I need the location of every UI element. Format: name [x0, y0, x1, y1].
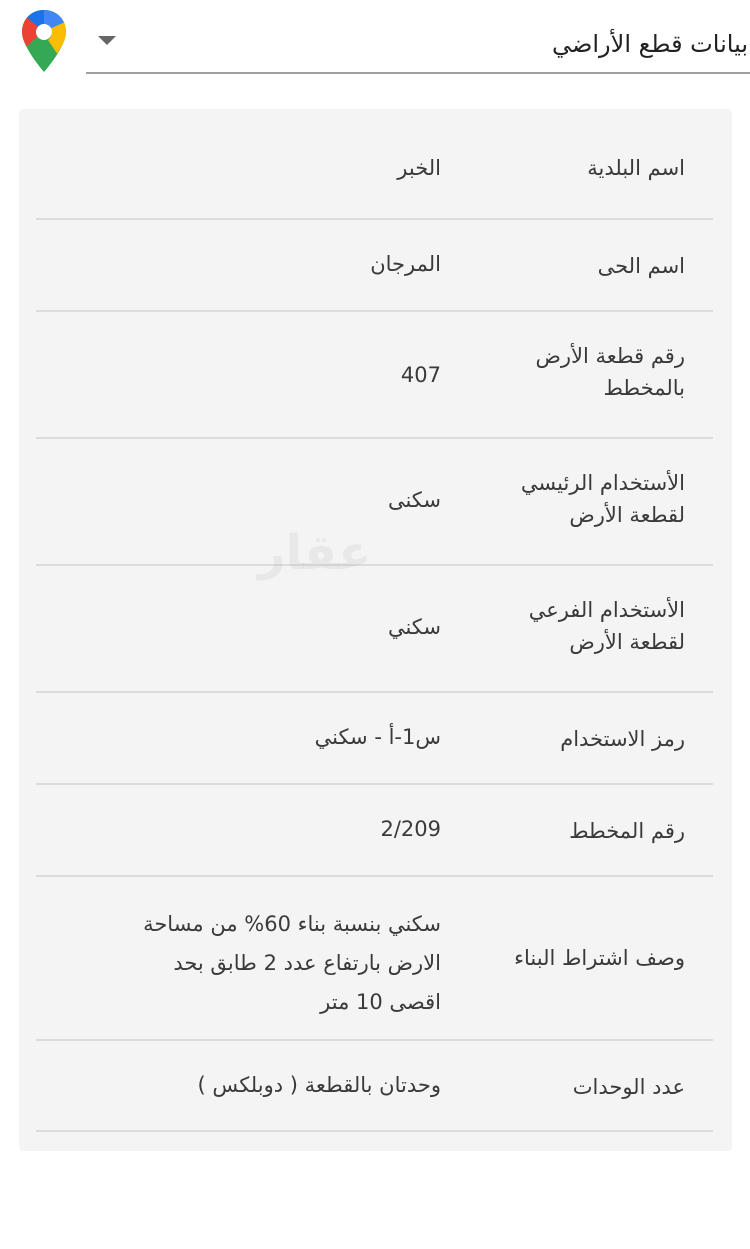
use-code-value: س1-أ - سكني [314, 725, 441, 749]
layer-select-dropdown[interactable] [86, 22, 750, 74]
info-row-main-use [36, 439, 713, 566]
building-requirements-label: وصف اشتراط البناء [514, 946, 685, 970]
municipality-value: الخبر [397, 156, 441, 180]
info-row-municipality [36, 109, 713, 220]
main-use-value: سكنى [387, 488, 441, 512]
parcel-number-label: رقم قطعة الأرض بالمخطط [535, 344, 685, 400]
google-maps-pin-icon[interactable] [20, 8, 68, 74]
district-value: المرجان [370, 252, 441, 276]
sub-use-value: سكني [387, 615, 441, 639]
layer-select-value: بيانات قطع الأراضي [551, 30, 748, 58]
top-bar [0, 0, 750, 90]
plan-number-label: رقم المخطط [569, 819, 685, 843]
watermark-logo: عقار [258, 525, 371, 581]
parcel-info-card [19, 109, 732, 1151]
info-row-unit-count [36, 1041, 713, 1132]
building-requirements-value: سكني بنسبة بناء 60% من مساحة الارض بارتفاع عدد 2 طابق بحد اقصى 10 متر [143, 912, 441, 1014]
plan-number-value: 2/209 [380, 817, 441, 841]
info-row-district [36, 220, 713, 312]
info-row-use-code [36, 693, 713, 785]
district-label: اسم الحى [597, 254, 685, 278]
main-use-label: الأستخدام الرئيسي لقطعة الأرض [520, 471, 685, 527]
municipality-label: اسم البلدية [587, 156, 685, 180]
info-row-sub-use [36, 566, 713, 693]
unit-count-label: عدد الوحدات [572, 1075, 685, 1099]
info-row-plan-number [36, 785, 713, 877]
info-row-building-requirements [36, 877, 713, 1041]
use-code-label: رمز الاستخدام [560, 727, 685, 751]
parcel-number-value: 407 [400, 363, 441, 387]
dropdown-arrow-icon[interactable] [98, 36, 116, 45]
sub-use-label: الأستخدام الفرعي لقطعة الأرض [528, 598, 685, 654]
unit-count-value: وحدتان بالقطعة ( دوبلكس ) [197, 1073, 441, 1097]
info-row-parcel-number [36, 312, 713, 439]
